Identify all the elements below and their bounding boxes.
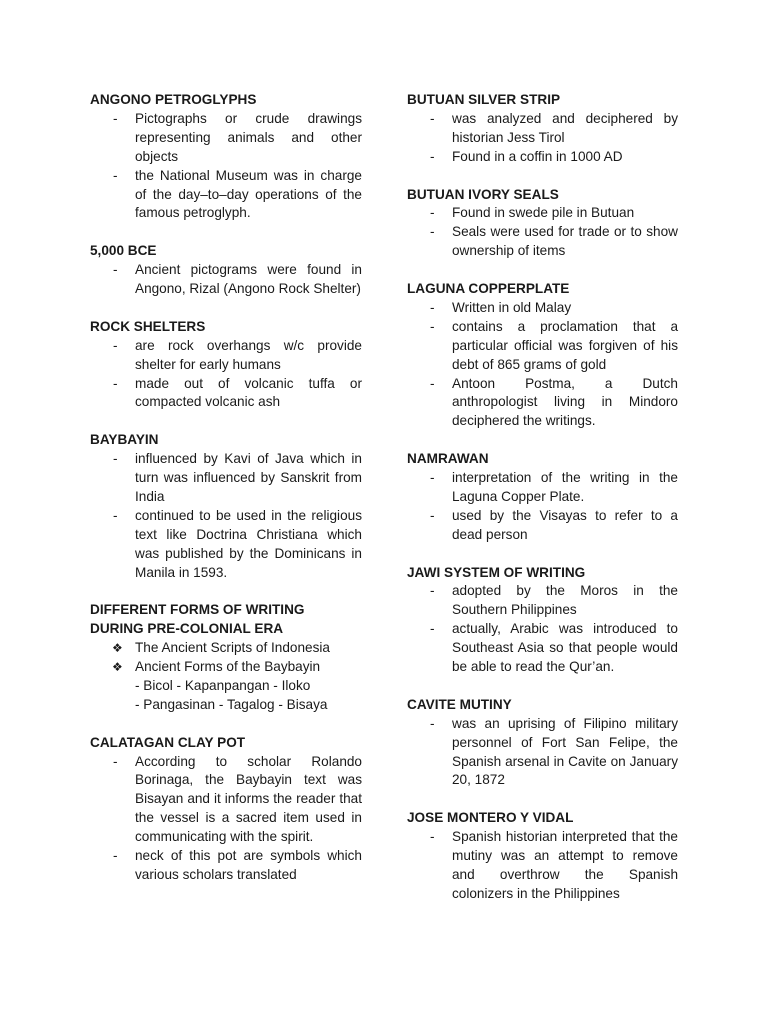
section-cavite-mutiny bbox=[407, 696, 678, 791]
bullet-item bbox=[90, 450, 362, 507]
section-butuan-ivory-seals bbox=[407, 186, 678, 262]
bullet-text: contains a proclamation that a particular official was forgiven of his debt of 865 grams of gold bbox=[452, 318, 678, 372]
bullet-text: The Ancient Scripts of Indonesia bbox=[135, 640, 330, 656]
bullet-text: Pictographs or crude drawings representing animals and other objects bbox=[135, 110, 362, 164]
section-calatagan-clay-pot bbox=[90, 734, 362, 885]
bullet-text: neck of this pot are symbols which various scholars translated bbox=[135, 848, 362, 882]
bullet-item bbox=[90, 261, 362, 299]
bullet-item bbox=[90, 753, 362, 848]
bullet-item bbox=[90, 507, 362, 583]
section-angono-petroglyphs bbox=[90, 91, 362, 223]
bullet-item bbox=[90, 337, 362, 375]
dash-marker: - bbox=[430, 299, 435, 315]
bullet-item bbox=[407, 715, 678, 791]
bullet-text: the National Museum was in charge of the day–to–day operations of the famous petroglyph. bbox=[135, 167, 362, 221]
section-jawi-system-of-writing bbox=[407, 564, 678, 677]
bullet-item bbox=[407, 375, 678, 432]
dash-marker: - bbox=[113, 110, 118, 126]
bullet-text: According to scholar Rolando Borinaga, the Baybayin text was Bisayan and it informs the reader that the vessel is a sacred item used in communicating with the spirit. bbox=[135, 753, 362, 845]
bullet-item bbox=[407, 148, 678, 167]
bullet-text: Found in a coffin in 1000 AD bbox=[452, 148, 623, 164]
dash-marker: - bbox=[430, 583, 435, 599]
section-heading: LAGUNA COPPERPLATE bbox=[407, 281, 570, 296]
section-laguna-copperplate bbox=[407, 280, 678, 431]
bullet-item bbox=[407, 828, 678, 904]
bullet-text: Ancient pictograms were found in Angono, Rizal (Angono Rock Shelter) bbox=[135, 262, 362, 297]
bullet-text: was an uprising of Filipino military personnel of Fort San Felipe, the Spanish arsenal in Cavite on January 20, 1872 bbox=[452, 715, 678, 788]
dash-marker: - bbox=[430, 715, 435, 731]
bullet-item bbox=[90, 639, 362, 658]
bullet-item bbox=[90, 167, 362, 224]
dash-marker: - bbox=[430, 148, 435, 164]
dash-marker: - bbox=[430, 470, 435, 486]
dash-marker: - bbox=[430, 205, 435, 221]
dash-marker: - bbox=[113, 375, 118, 391]
bullet-item bbox=[407, 620, 678, 677]
section-heading: JAWI SYSTEM OF WRITING bbox=[407, 564, 586, 580]
diamond-bullet-icon: ❖ bbox=[112, 641, 123, 656]
bullet-text: are rock overhangs w/c provide shelter for early humans bbox=[135, 337, 362, 372]
section-butuan-silver-strip bbox=[407, 91, 678, 167]
sub-line: - Pangasinan - Tagalog - Bisaya bbox=[135, 696, 328, 712]
section-heading: CALATAGAN CLAY POT bbox=[90, 734, 246, 750]
section-jose-montero-y-vidal bbox=[407, 809, 678, 904]
bullet-text: made out of volcanic tuffa or compacted volcanic ash bbox=[135, 375, 362, 410]
bullet-item bbox=[90, 375, 362, 413]
bullet-text: Spanish historian interpreted that the mutiny was an attempt to remove and overthrow the Spanish colonizers in the Philippines bbox=[452, 829, 678, 901]
dash-marker: - bbox=[113, 753, 118, 769]
dash-marker: - bbox=[430, 318, 435, 334]
dash-marker: - bbox=[113, 507, 118, 523]
dash-marker: - bbox=[113, 451, 118, 467]
bullet-text: Found in swede pile in Butuan bbox=[452, 205, 635, 221]
bullet-text: was analyzed and deciphered by historian Jess Tirol bbox=[452, 110, 678, 145]
bullet-item bbox=[90, 847, 362, 885]
bullet-item bbox=[407, 223, 678, 261]
sub-line: - Bicol - Kapanpangan - Iloko bbox=[135, 677, 311, 693]
dash-marker: - bbox=[430, 621, 435, 637]
bullet-text: actually, Arabic was introduced to Southeast Asia so that people would be able to read the Qur’an. bbox=[452, 621, 678, 675]
section-heading: JOSE MONTERO Y VIDAL bbox=[407, 810, 574, 826]
bullet-text: Ancient Forms of the Baybayin bbox=[135, 659, 321, 675]
section-heading: BAYBAYIN bbox=[90, 432, 159, 448]
bullet-item bbox=[407, 507, 678, 545]
section-5000-bce bbox=[90, 242, 362, 299]
right-column bbox=[407, 91, 678, 904]
section-different-forms-of-writing bbox=[90, 601, 362, 714]
bullet-item bbox=[90, 658, 362, 677]
section-heading: ROCK SHELTERS bbox=[90, 318, 206, 334]
bullet-text: Seals were used for trade or to show ownership of items bbox=[452, 224, 678, 259]
bullet-text: Written in old Malay bbox=[452, 299, 572, 315]
bullet-item bbox=[407, 204, 678, 223]
bullet-text: used by the Visayas to refer to a dead person bbox=[452, 507, 678, 542]
bullet-text: Antoon Postma, a Dutch anthropologist living in Mindoro deciphered the writings. bbox=[452, 375, 678, 429]
dash-marker: - bbox=[113, 262, 118, 278]
dash-marker: - bbox=[430, 829, 435, 845]
section-heading: CAVITE MUTINY bbox=[407, 696, 512, 712]
bullet-text: continued to be used in the religious text like Doctrina Christiana which was published by the Dominicans in Manila in 1593. bbox=[135, 507, 362, 580]
section-heading: 5,000 BCE bbox=[90, 243, 157, 259]
bullet-item bbox=[407, 299, 678, 318]
bullet-text: interpretation of the writing in the Laguna Copper Plate. bbox=[452, 470, 678, 504]
section-namrawan bbox=[407, 450, 678, 545]
bullet-item bbox=[407, 110, 678, 148]
dash-marker: - bbox=[430, 110, 435, 126]
section-heading: BUTUAN IVORY SEALS bbox=[407, 186, 559, 202]
section-heading-line-2: DURING PRE-COLONIAL ERA bbox=[90, 621, 284, 637]
section-heading: NAMRAWAN bbox=[407, 451, 489, 467]
bullet-item bbox=[407, 582, 678, 620]
left-column bbox=[90, 91, 362, 885]
bullet-item bbox=[407, 469, 678, 507]
dash-marker: - bbox=[113, 848, 118, 864]
section-rock-shelters bbox=[90, 318, 362, 413]
section-heading: BUTUAN SILVER STRIP bbox=[407, 92, 561, 107]
diamond-bullet-icon: ❖ bbox=[112, 660, 123, 675]
bullet-text: influenced by Kavi of Java which in turn was influenced by Sanskrit from India bbox=[135, 451, 362, 504]
dash-marker: - bbox=[430, 375, 435, 391]
dash-marker: - bbox=[430, 507, 435, 523]
section-baybayin bbox=[90, 431, 362, 582]
dash-marker: - bbox=[113, 167, 118, 183]
section-heading: DIFFERENT FORMS OF WRITING bbox=[90, 602, 305, 618]
dash-marker: - bbox=[430, 224, 435, 240]
bullet-text: adopted by the Moros in the Southern Philippines bbox=[452, 583, 678, 618]
bullet-item bbox=[407, 318, 678, 375]
dash-marker: - bbox=[113, 337, 118, 353]
bullet-item bbox=[90, 110, 362, 167]
section-heading: ANGONO PETROGLYPHS bbox=[90, 92, 257, 107]
